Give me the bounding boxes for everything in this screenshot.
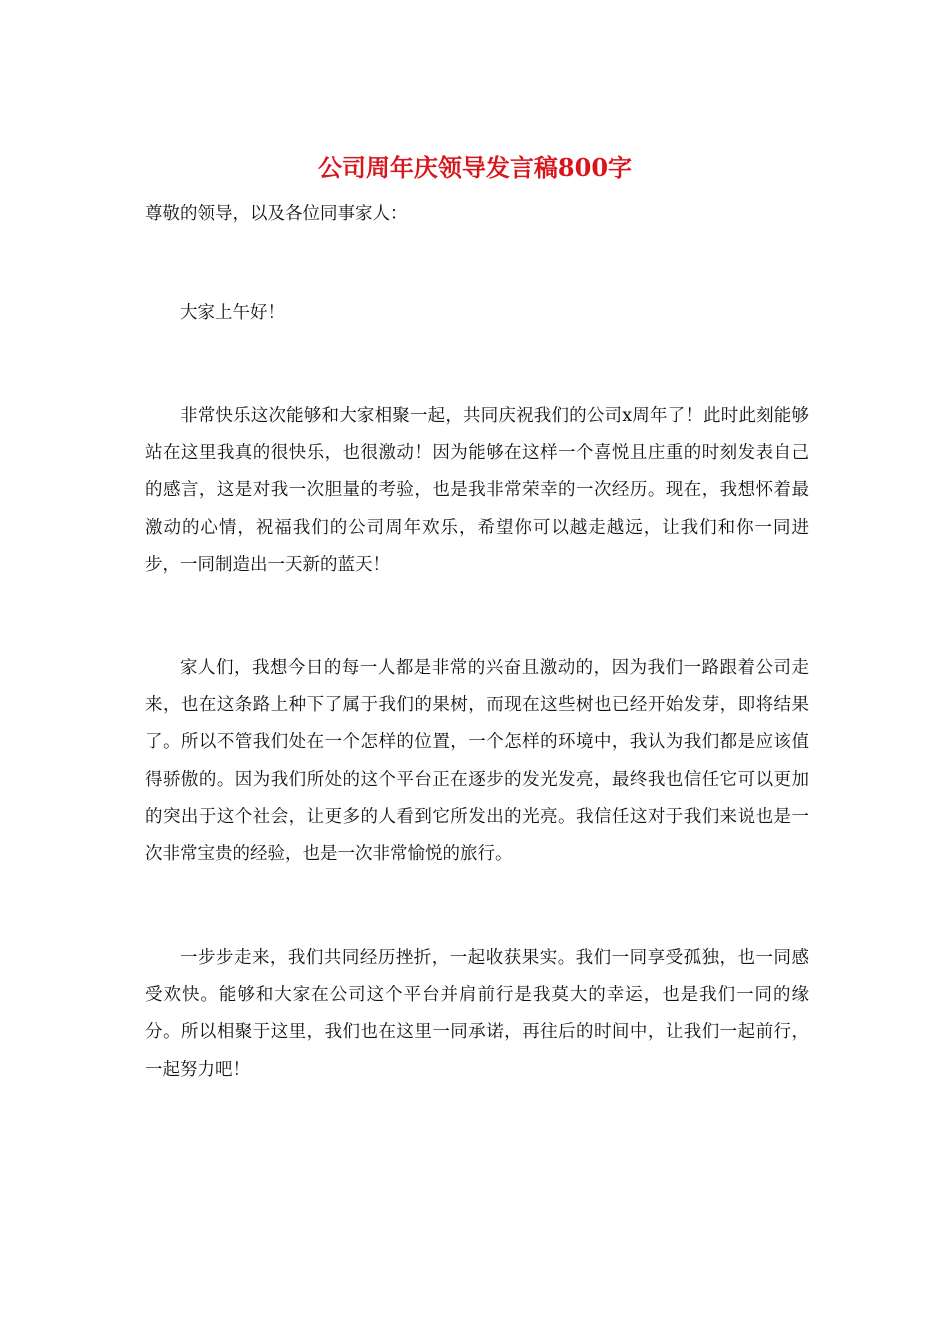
paragraph-closing: 一步步走来，我们共同经历挫折，一起收获果实。我们一同享受孤独，也一同感受欢快。能够和大家在公司这个平台并肩前行是我莫大的幸运，也是我们一同的缘分。所以相聚于这里，我们也在这里一同承诺，再往后的时间中，让我们一起前行，一起努力吧！ <box>145 948 809 1080</box>
paragraph-celebration: 非常快乐这次能够和大家相聚一起，共同庆祝我们的公司x周年了！此时此刻能够站在这里我真的很快乐，也很激动！因为能够在这样一个喜悦且庄重的时刻发表自己的感言，这是对我一次胆量的考验，也是我非常荣幸的一次经历。现在，我想怀着最激动的心情，祝福我们的公司周年欢乐，希望你可以越走越远，让我们和你一同进步，一同制造出一天新的蓝天！ <box>145 406 809 575</box>
paragraph-family: 家人们，我想今日的每一人都是非常的兴奋且激动的，因为我们一路跟着公司走来，也在这条路上种下了属于我们的果树，而现在这些树也已经开始发芽，即将结果了。所以不管我们处在一个怎样的位置，一个怎样的环境中，我认为我们都是应该值得骄傲的。因为我们所处的这个平台正在逐步的发光发亮，最终我也信任它可以更加的突出于这个社会，让更多的人看到它所发出的光亮。我信任这对于我们来说也是一次非常宝贵的经验，也是一次非常愉悦的旅行。 <box>145 658 809 865</box>
salutation: 尊敬的领导，以及各位同事家人： <box>145 204 408 224</box>
paragraph-greeting: 大家上午好！ <box>180 303 285 323</box>
document-title: 公司周年庆领导发言稿800字 <box>317 153 633 182</box>
